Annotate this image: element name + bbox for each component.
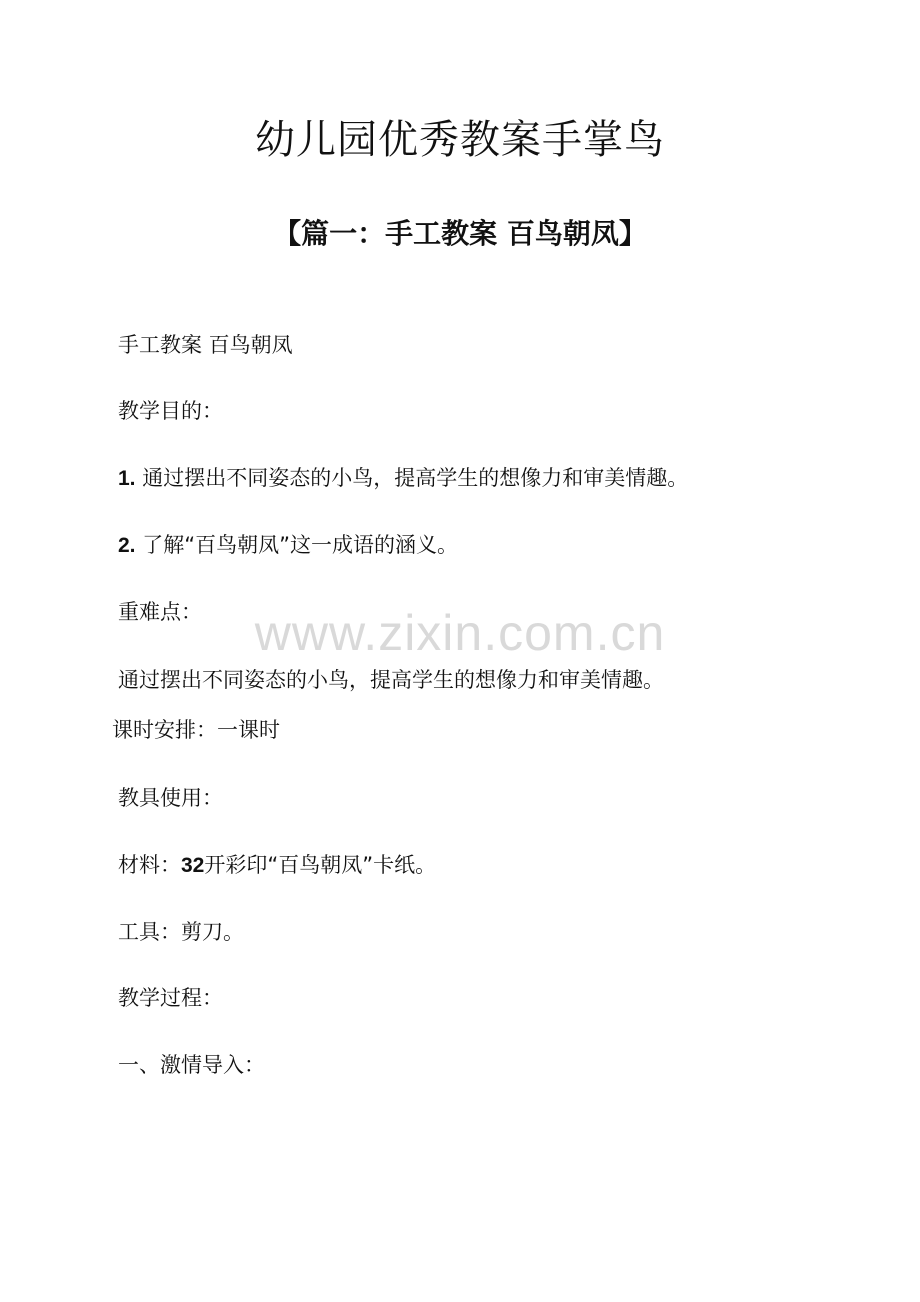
document-title: 幼儿园优秀教案手掌鸟 — [255, 117, 665, 163]
schedule-line: 课时安排：一课时 — [112, 718, 280, 742]
objective-number-1: 1. — [118, 467, 136, 490]
tools-line: 工具：剪刀。 — [118, 920, 244, 944]
materials-label: 材料： — [118, 853, 181, 877]
objective-item-1 — [118, 464, 688, 493]
teaching-aids-heading: 教具使用： — [118, 786, 223, 810]
step-one-heading: 一、激情导入： — [118, 1053, 265, 1077]
process-heading: 教学过程： — [118, 986, 223, 1010]
materials-line — [118, 851, 436, 880]
materials-number: 32 — [181, 854, 205, 877]
objective-item-2 — [118, 531, 458, 560]
objective-text-2: 了解“百鸟朝凤”这一成语的涵义。 — [135, 533, 458, 557]
objectives-heading: 教学目的： — [118, 399, 223, 423]
section-heading: 【篇一：手工教案 百鸟朝凤】 — [273, 217, 647, 250]
key-points-heading: 重难点： — [118, 600, 202, 624]
key-points-text: 通过摆出不同姿态的小鸟，提高学生的想像力和审美情趣。 — [118, 668, 664, 692]
objective-text-1: 通过摆出不同姿态的小鸟，提高学生的想像力和审美情趣。 — [135, 466, 689, 490]
lesson-name: 手工教案 百鸟朝凤 — [118, 333, 293, 357]
objective-number-2: 2. — [118, 534, 136, 557]
watermark: www.zixin.com.cn — [254, 605, 666, 661]
materials-text: 开彩印“百鸟朝凤”卡纸。 — [204, 853, 437, 877]
